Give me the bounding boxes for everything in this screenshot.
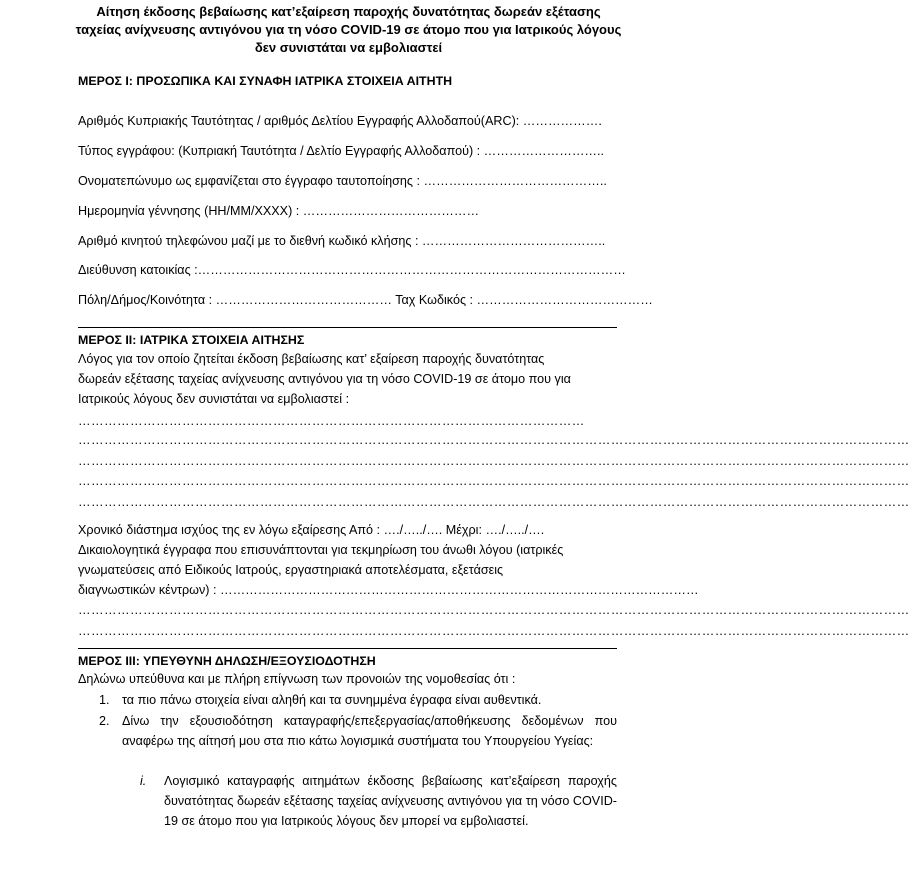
section-divider xyxy=(78,648,617,649)
reason-label-line-1: Λόγος για τον οποίο ζητείται έκδοση βεβαίωσης κατ’ εξαίρεση παροχής δυνατότητας xyxy=(78,352,545,366)
form-title xyxy=(60,3,637,57)
declaration-subitem-i: Λογισμικό καταγραφής αιτημάτων έκδοσης βεβαίωσης κατ’εξαίρεση παροχής δυνατότητας δωρεάν εξέτασης ταχείας ανίχνευσης αντιγόνου για τη νόσο COVID-19 σε άτομο που για Ιατρικούς λόγους δεν μπορεί να εμβολιαστεί. xyxy=(164,774,617,828)
address-field[interactable]: Διεύθυνση κατοικίας :………………………………………………………………………………………… xyxy=(78,263,626,277)
birth-date-field[interactable]: Ημερομηνία γέννησης (ΗΗ/ΜΜ/ΧΧΧΧ) : …………………………………… xyxy=(78,204,480,218)
supporting-docs-line-1: Δικαιολογητικά έγγραφα που επισυνάπτονται για τεκμηρίωση του άνωθι λόγου (ιατρικές xyxy=(78,543,564,557)
declaration-intro: Δηλώνω υπεύθυνα και με πλήρη επίγνωση των προνοιών της νομοθεσίας ότι : xyxy=(78,672,516,686)
list-number: 1. xyxy=(99,693,110,707)
reason-label-line-3: Ιατρικούς λόγους δεν συνιστάται να εμβολιαστεί : xyxy=(78,392,350,406)
city-postcode-field[interactable]: Πόλη/Δήμος/Κοινότητα : …………………………………… Ταχ Κωδικός : …………………………………… xyxy=(78,293,653,307)
reason-answer-line-4[interactable]: ………………………………………………………………………………………………………………………………………………………………………… xyxy=(78,474,910,488)
form-title-line-1: Αίτηση έκδοσης βεβαίωσης κατ’εξαίρεση παροχής δυνατότητας δωρεάν εξέτασης xyxy=(96,4,601,19)
reason-label-line-2: δωρεάν εξέτασης ταχείας ανίχνευσης αντιγόνου για τη νόσο COVID-19 σε άτομο που για xyxy=(78,372,571,386)
list-number: 2. xyxy=(99,714,110,728)
reason-answer-line-1[interactable]: ……………………………………………………………………………………………………… xyxy=(78,414,585,428)
validity-period-field[interactable]: Χρονικό διάστημα ισχύος της εν λόγω εξαίρεσης Από : …./…../…. Μέχρι: …./…../…. xyxy=(78,523,545,537)
declaration-item-1: τα πιο πάνω στοιχεία είναι αληθή και τα συνημμένα έγραφα είναι αυθεντικά. xyxy=(122,693,542,707)
supporting-docs-line-2: γνωματεύσεις από Ειδικούς Ιατρούς, εργαστηριακά αποτελέσματα, εξετάσεις xyxy=(78,563,504,577)
list-number: i. xyxy=(140,774,147,788)
part2-heading: ΜΕΡΟΣ ΙΙ: ΙΑΤΡΙΚΑ ΣΤΟΙΧΕΙΑ ΑΙΤΗΣΗΣ xyxy=(78,333,305,347)
part3-heading: ΜΕΡΟΣ ΙΙΙ: ΥΠΕΥΘΥΝΗ ΔΗΛΩΣΗ/ΕΞΟΥΣΙΟΔΟΤΗΣΗ xyxy=(78,654,376,668)
supporting-docs-answer-line-2[interactable]: ………………………………………………………………………………………………………………………………………………………………………… xyxy=(78,624,910,638)
reason-answer-line-5[interactable]: ………………………………………………………………………………………………………………………………………………………………………… xyxy=(78,495,910,509)
section-divider xyxy=(78,327,617,328)
supporting-docs-line-3[interactable]: διαγνωστικών κέντρων) : …………………………………………………………………………………………………… xyxy=(78,583,699,597)
form-title-line-3: δεν συνιστάται να εμβολιαστεί xyxy=(254,40,443,55)
full-name-field[interactable]: Ονοματεπώνυμο ως εμφανίζεται στο έγγραφο ταυτοποίησης : …………………………………….. xyxy=(78,174,607,188)
form-title-line-2: ταχείας ανίχνευσης αντιγόνου για τη νόσο COVID-19 σε άτομο που για Ιατρικούς λόγους xyxy=(75,22,622,37)
part1-heading: ΜΕΡΟΣ Ι: ΠΡΟΣΩΠΙΚΑ ΚΑΙ ΣΥΝΑΦΗ ΙΑΤΡΙΚΑ ΣΤΟΙΧΕΙΑ ΑΙΤΗΤΗ xyxy=(78,74,453,88)
phone-field[interactable]: Αριθμό κινητού τηλεφώνου μαζί με το διεθνή κωδικό κλήσης : …………………………………….. xyxy=(78,234,606,248)
reason-answer-line-2[interactable]: ………………………………………………………………………………………………………………………………………………………………………… xyxy=(78,433,910,447)
document-type-field[interactable]: Τύπος εγγράφου: (Κυπριακή Ταυτότητα / Δελτίο Εγγραφής Αλλοδαπού) : ……………………….. xyxy=(78,144,605,158)
reason-answer-line-3[interactable]: ………………………………………………………………………………………………………………………………………………………………………… xyxy=(78,454,910,468)
id-number-field[interactable]: Αριθμός Κυπριακής Ταυτότητας / αριθμός Δελτίου Εγγραφής Αλλοδαπού(ARC): ………………. xyxy=(78,114,602,128)
supporting-docs-answer-line-1[interactable]: ………………………………………………………………………………………………………………………………………………………………………… xyxy=(78,603,910,617)
declaration-item-2: Δίνω την εξουσιοδότηση καταγραφής/επεξεργασίας/αποθήκευσης δεδομένων που αναφέρω της αίτησή μου στα πιο κάτω λογισμικά συστήματα του Υπουργείου Υγείας: xyxy=(122,714,617,748)
